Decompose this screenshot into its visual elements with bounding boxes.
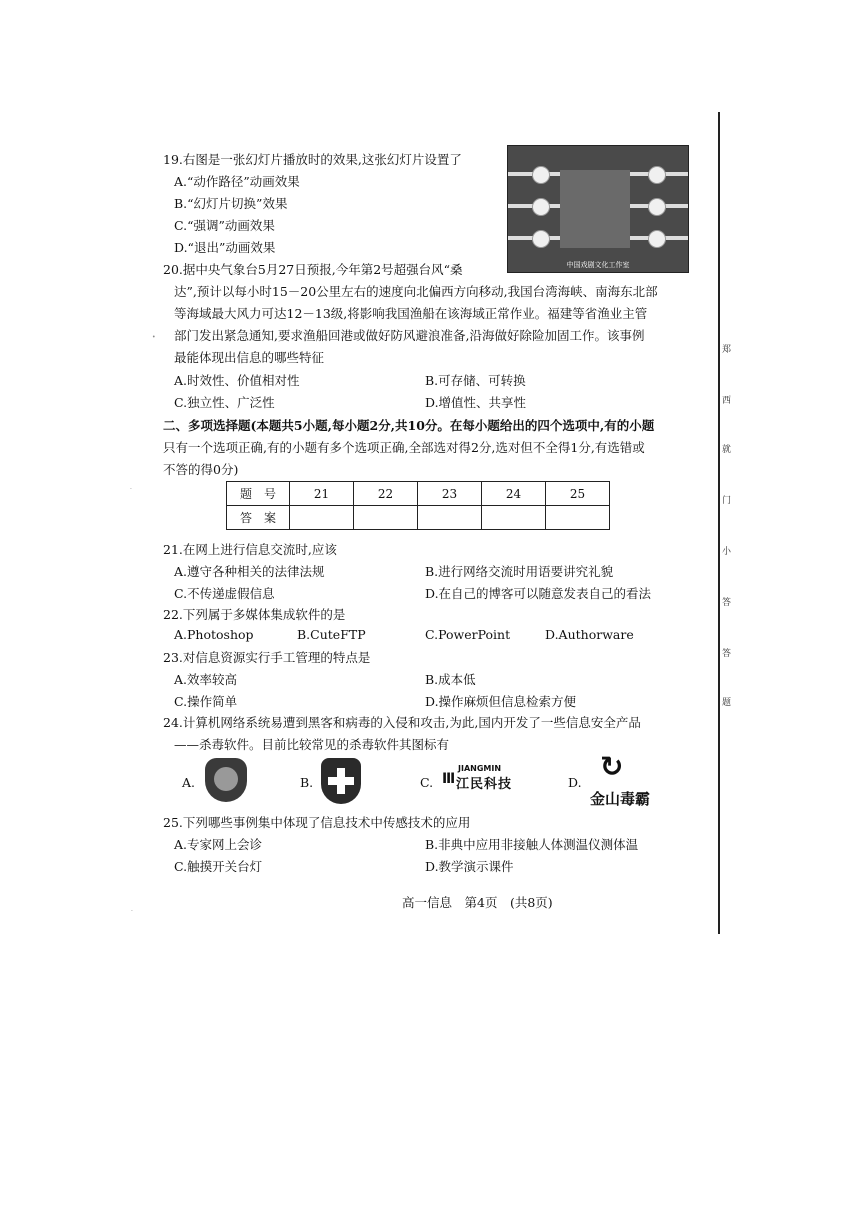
q23-stem: 23.对信息资源实行手工管理的特点是 [163, 650, 371, 665]
q20-line-5: 最能体现出信息的哪些特征 [174, 350, 325, 365]
q20-line-3: 等海域最大风力可达12－13级,将影响我国渔船在该海域正常作业。福建等省渔业主管 [174, 306, 648, 321]
q19-option-b: B.“幻灯片切换”效果 [174, 196, 288, 211]
table-number-25: 25 [546, 482, 610, 506]
table-number-22: 22 [354, 482, 418, 506]
kingsoft-swirl-icon: ↻ [600, 750, 624, 783]
slide-circle [648, 198, 666, 216]
slide-circle [648, 166, 666, 184]
margin-char: 门 [722, 496, 732, 506]
q20-line-1: 20.据中央气象台5月27日预报,今年第2号超强台风“桑 [163, 262, 463, 277]
answer-cell-25[interactable] [546, 506, 610, 530]
answer-table [226, 481, 610, 530]
margin-char: 答 [722, 598, 732, 608]
scan-speck: • [152, 334, 156, 341]
q19-stem: 19.右图是一张幻灯片播放时的效果,这张幻灯片设置了 [163, 152, 462, 167]
q24-option-a-letter: A. [182, 775, 196, 790]
q19-option-d: D.“退出”动画效果 [174, 240, 276, 255]
answer-table-number-row [227, 482, 610, 506]
margin-char: 答 [722, 649, 732, 659]
q24-option-c-letter: C. [420, 775, 434, 790]
antivirus-shield-logo-a [205, 758, 247, 802]
q22-option-d: D.Authorware [545, 627, 634, 642]
table-number-24: 24 [482, 482, 546, 506]
answer-cell-23[interactable] [418, 506, 482, 530]
q25-option-b: B.非典中应用非接触人体测温仪测体温 [425, 837, 639, 852]
q21-stem: 21.在网上进行信息交流时,应该 [163, 542, 337, 557]
section2-heading-line-2: 只有一个选项正确,有的小题有多个选项正确,全部选对得2分,选对但不全得1分,有选错或 [163, 440, 645, 455]
q21-option-b: B.进行网络交流时用语要讲究礼貌 [425, 564, 614, 579]
q25-option-c: C.触摸开关台灯 [174, 859, 263, 874]
margin-char: 题 [722, 698, 732, 708]
q20-option-d: D.增值性、共享性 [425, 395, 527, 410]
q21-option-d: D.在自己的博客可以随意发表自己的看法 [425, 586, 652, 601]
q22-option-c: C.PowerPoint [425, 627, 511, 642]
slide-circle [648, 230, 666, 248]
q19-option-c: C.“强调”动画效果 [174, 218, 275, 233]
margin-char: 就 [722, 445, 732, 455]
jiangmin-logo-text-cn: 江民科技 [456, 777, 513, 792]
q20-line-2: 达”,预计以每小时15－20公里左右的速度向北偏西方向移动,我国台湾海峡、南海东北部 [174, 284, 658, 299]
slide-image [507, 145, 689, 273]
scan-speck: · [130, 486, 132, 493]
q21-option-a: A.遵守各种相关的法律法规 [174, 564, 325, 579]
binding-margin-line [718, 112, 720, 934]
antivirus-cross-shield-logo-b [321, 758, 361, 804]
q25-stem: 25.下列哪些事例集中体现了信息技术中传感技术的应用 [163, 815, 471, 830]
slide-figure [560, 170, 630, 248]
answer-cell-22[interactable] [354, 506, 418, 530]
q22-option-a: A.Photoshop [174, 627, 254, 642]
margin-char: 郑 [722, 345, 732, 355]
q20-line-4: 部门发出紧急通知,要求渔船回港或做好防风避浪准备,沿海做好除险加固工作。该事例 [174, 328, 645, 343]
q24-line-1: 24.计算机网络系统易遭到黑客和病毒的入侵和攻击,为此,国内开发了一些信息安全产品 [163, 715, 641, 730]
section2-heading-line-1: 二、多项选择题(本题共5小题,每小题2分,共10分。在每小题给出的四个选项中,有的小题 [163, 418, 655, 433]
slide-circle [532, 166, 550, 184]
slide-circle [532, 230, 550, 248]
jiangmin-logo-text-en: JIANGMIN [458, 764, 502, 773]
q23-option-b: B.成本低 [425, 672, 476, 687]
q24-option-b-letter: B. [300, 775, 314, 790]
table-number-23: 23 [418, 482, 482, 506]
kingsoft-logo-text: 金山毒霸 [590, 790, 651, 808]
q24-option-d-letter: D. [568, 775, 582, 790]
margin-char: 西 [722, 396, 732, 406]
answer-table-answer-row [227, 506, 610, 530]
slide-circle [532, 198, 550, 216]
slide-caption: 中国戏剧文化工作室 [566, 261, 630, 269]
q23-option-d: D.操作麻烦但信息检索方便 [425, 694, 577, 709]
q24-line-2: ——杀毒软件。目前比较常见的杀毒软件其图标有 [174, 737, 450, 752]
q20-option-a: A.时效性、价值相对性 [174, 373, 300, 388]
q20-option-c: C.独立性、广泛性 [174, 395, 275, 410]
q19-option-a: A.“动作路径”动画效果 [174, 174, 300, 189]
q25-option-d: D.教学演示课件 [425, 859, 514, 874]
q22-option-b: B.CuteFTP [297, 627, 366, 642]
section2-heading-line-3: 不答的得0分) [163, 462, 239, 477]
table-label-answer: 答 案 [227, 506, 290, 530]
q21-option-c: C.不传递虚假信息 [174, 586, 275, 601]
q20-option-b: B.可存储、可转换 [425, 373, 526, 388]
table-number-21: 21 [290, 482, 354, 506]
scan-speck: · [131, 908, 133, 915]
margin-char: 小 [722, 547, 732, 557]
jiangmin-logo-bars-icon: Ⅲ [442, 771, 456, 787]
q25-option-a: A.专家网上会诊 [174, 837, 263, 852]
q23-option-a: A.效率较高 [174, 672, 238, 687]
answer-cell-21[interactable] [290, 506, 354, 530]
table-label-question-number: 题 号 [227, 482, 290, 506]
answer-cell-24[interactable] [482, 506, 546, 530]
page-footer: 高一信息 第4页 (共8页) [402, 895, 553, 910]
q22-stem: 22.下列属于多媒体集成软件的是 [163, 607, 346, 622]
q23-option-c: C.操作简单 [174, 694, 238, 709]
